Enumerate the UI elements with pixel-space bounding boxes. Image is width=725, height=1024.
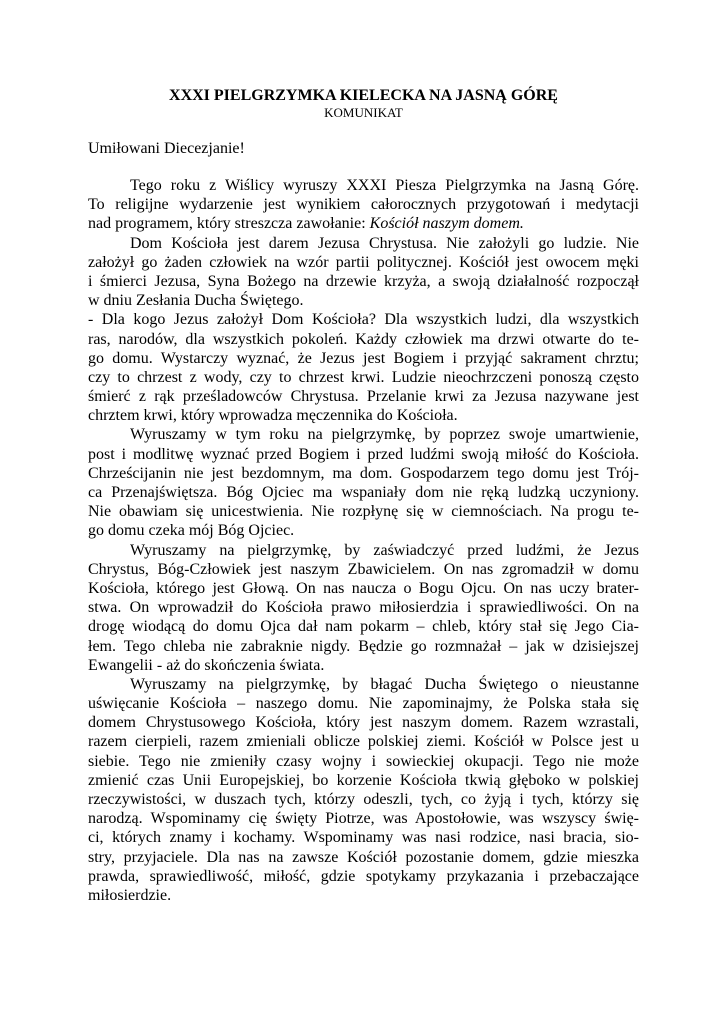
text-line: domem Chrystusowego Kościoła, który jest naszym domem. Razem wzrastali, <box>88 714 639 732</box>
text-line: - Dla kogo Jezus założył Dom Kościoła? Dla wszystkich ludzi, dla wszystkich <box>88 311 639 329</box>
paragraph-4 <box>88 425 639 540</box>
text-line: Wyruszamy na pielgrzymkę, by zaświadczyć przed ludźmi, że Jezus <box>130 541 639 559</box>
text-line: w dniu Zesłania Ducha Świętego. <box>88 292 304 310</box>
text-line: prawda, sprawiedliwość, miłość, gdzie spotykamy przykazania i przebaczające <box>88 867 639 885</box>
text-line: razem cierpieli, razem zmieniali oblicze polskiej ziemi. Kościół w Polsce jest u <box>88 733 639 751</box>
document-page <box>88 87 639 905</box>
text-line: łem. Tego chleba nie zabraknie nigdy. Będzie go rozmnażał – jak w dzisiejszej <box>88 637 639 655</box>
text-line: ca Przenajświętsza. Bóg Ojciec ma wspaniały dom nie ręką ludzką uczyniony. <box>88 484 639 501</box>
motto-emphasis: Kościół naszym domem. <box>369 215 524 233</box>
text-line: ras, narodów, dla wszystkich pokoleń. Każdy człowiek ma drzwi otwarte do te- <box>88 330 639 348</box>
text-line-with-motto <box>88 214 639 233</box>
text-line: czy to chrzest z wody, czy to chrzest krwi. Ludzie nieochrzczeni ponoszą często <box>88 368 639 386</box>
text-line: Chrześcijanin nie jest bezdomnym, ma dom. Gospodarzem tego domu jest Trój- <box>88 464 639 482</box>
paragraph-6 <box>88 675 639 905</box>
text-line: założył go żaden człowiek na wzór partii politycznej. Kościół jest owocem męki <box>88 253 639 271</box>
text-line: siebie. Tego nie zmieniły czasy wojny i sowieckiej okupacji. Tego nie może <box>88 752 639 770</box>
paragraph-1 <box>88 176 639 234</box>
document-title: XXXI PIELGRZYMKA KIELECKA NA JASNĄ GÓRĘ <box>169 87 558 104</box>
text-line: To religijne wydarzenie jest wynikiem całorocznych przygotowań i medytacji <box>88 196 639 214</box>
text-line: go domu czeka mój Bóg Ojciec. <box>88 522 295 540</box>
text-line: Dom Kościoła jest darem Jezusa Chrystusa. Nie założyli go ludzie. Nie <box>130 234 639 252</box>
text-line: Kościoła, którego jest Głową. On nas naucza o Bogu Ojcu. On nas uczy brater- <box>88 579 639 597</box>
text-line: drogę wiodącą do domu Ojca dał nam pokarm – chleb, który stał się Jego Cia- <box>88 618 639 636</box>
text-line: Chrystus, Bóg-Człowiek jest naszym Zbawicielem. On nas zgromadził w domu <box>88 560 639 578</box>
text-line: Ewangelii - aż do skończenia świata. <box>88 656 325 674</box>
text-line: i śmierci Jezusa, Syna Bożego na drzewie krzyża, a swoją działalność rozpoczął <box>88 272 639 290</box>
text-line: ci, których znamy i kochamy. Wspominamy was nasi rodzice, nasi bracia, sio- <box>88 829 639 847</box>
text-line: śmierć z rąk prześladowców Chrystusa. Przelanie krwi za Jezusa nazywane jest <box>88 388 639 406</box>
paragraph-3 <box>88 310 639 425</box>
document-subtitle: KOMUNIKAT <box>324 105 403 120</box>
text-line: Wyruszamy na pielgrzymkę, by błagać Ducha Świętego o nieustanne <box>130 675 639 693</box>
text-line: uświęcanie Kościoła – naszego domu. Nie zapominajmy, że Polska stała się <box>88 695 639 713</box>
text-line: Wyruszamy w tym roku na pielgrzymkę, by poprzez swoje umartwienie, <box>130 426 639 444</box>
text-line: miłosierdzie. <box>88 886 172 904</box>
text-line: zmienić czas Unii Europejskiej, bo korzenie Kościoła tkwią głęboko w polskiej <box>88 771 639 789</box>
text-line: stwa. On wprowadził do Kościoła prawo miłosierdzia i sprawiedliwości. On na <box>88 599 639 617</box>
paragraph-2 <box>88 234 639 311</box>
text-line: rzeczywistości, w duszach tych, którzy odeszli, tych, co żyją i tych, którzy się <box>88 791 639 808</box>
text-line: narodzą. Wspominamy cię święty Piotrze, was Apostołowie, was wszyscy świę- <box>88 810 639 828</box>
text-line: post i modlitwę wyznać przed Bogiem i przed ludźmi swoją miłość do Kościoła. <box>88 445 639 463</box>
text-line: chrztem krwi, który wprowadza męczennika do Kościoła. <box>88 407 458 425</box>
text-line: stry, przyjaciele. Dla nas na zawsze Kościół pozostanie domem, gdzie mieszka <box>88 848 639 866</box>
text-line: go domu. Wystarczy wyznać, że Jezus jest Bogiem i przyjąć sakrament chrztu; <box>88 349 639 367</box>
text-line: Tego roku z Wiślicy wyruszy XXXI Piesza Pielgrzymka na Jasną Górę. <box>130 177 639 194</box>
paragraph-5 <box>88 541 639 675</box>
salutation: Umiłowani Diecezjanie! <box>88 140 245 157</box>
text-fragment: nad programem, który streszcza zawołanie: <box>88 215 370 233</box>
text-line: Nie obawiam się unicestwienia. Nie rozpłynę się w ciemnościach. Na progu te- <box>88 503 639 521</box>
